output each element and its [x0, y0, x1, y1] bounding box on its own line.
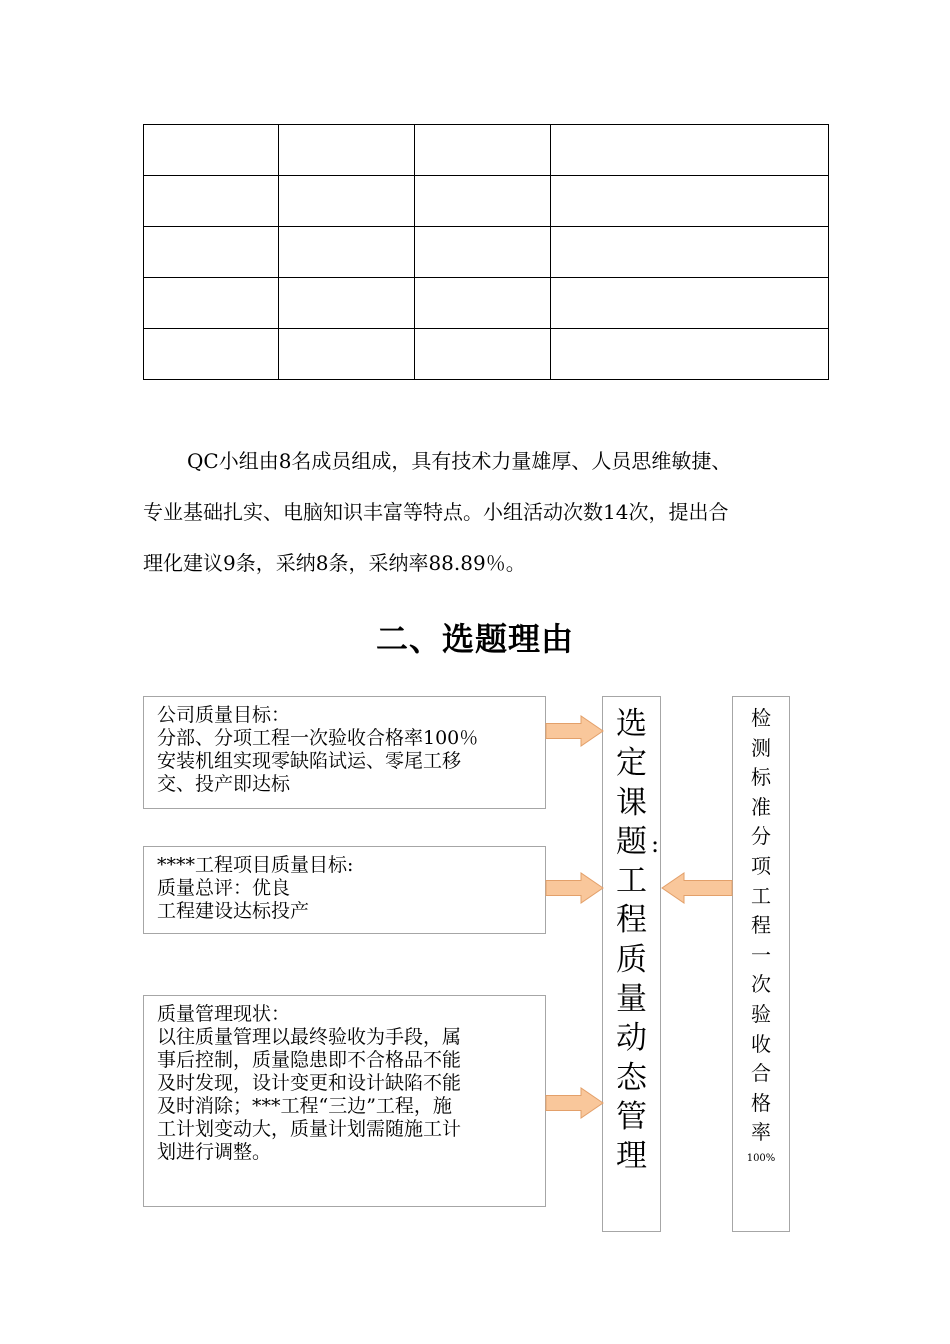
standard-char: 标 — [751, 765, 771, 790]
company-quality-goal-box: 公司质量目标： 分部、分项工程一次验收合格率100％ 安装机组实现零缺陷试运、零尾工移 交、投产即达标 — [143, 696, 546, 809]
topic-char: 动 — [616, 1020, 647, 1057]
standard-char: 收 — [751, 1031, 771, 1056]
topic-char: 工 — [616, 863, 647, 900]
standard-char: 程 — [751, 913, 771, 938]
standard-char: 一 — [751, 942, 771, 967]
standard-char: 测 — [751, 735, 771, 760]
topic-char: 理 — [616, 1138, 647, 1175]
standard-char: 合 — [751, 1061, 771, 1086]
flow-arrow — [546, 1088, 603, 1118]
flow-arrow — [662, 873, 732, 903]
standard-char: 项 — [751, 853, 771, 878]
standard-char: 准 — [751, 794, 771, 819]
paragraph-text: QC小组由8名成员组成，具有技术力量雄厚、人员思维敏捷、 专业基础扎实、电脑知识丰富等特点。小组活动次数14次，提出合 理化建议9条，采纳8条，采纳率88.89％。 — [143, 449, 732, 575]
topic-colon: : — [651, 830, 660, 858]
topic-char: 课 — [616, 784, 647, 821]
topic-char: 选 — [616, 706, 647, 742]
topic-char: 质 — [616, 941, 647, 978]
standard-char: 分 — [751, 824, 771, 849]
project-quality-goal-box: ****工程项目质量目标: 质量总评：优良 工程建设达标投产 — [143, 846, 546, 934]
standard-char: 格 — [751, 1090, 771, 1115]
topic-char: 题 — [616, 823, 647, 860]
pass-rate-value: 100% — [746, 1152, 776, 1164]
topic-char: 管 — [616, 1098, 647, 1135]
standard-char: 次 — [751, 972, 771, 997]
topic-char: 定 — [616, 745, 647, 782]
topic-char: 态 — [616, 1059, 647, 1096]
flow-arrow — [546, 716, 603, 746]
standard-char: 验 — [751, 1001, 771, 1026]
standard-char: 检 — [751, 706, 771, 730]
quality-management-status-box: 质量管理现状： 以往质量管理以最终验收为手段，属 事后控制，质量隐患即不合格品不能 及时发现，设计变更和设计缺陷不能 及时消除；***工程“三边”工程，施 工计划变动大，质量计划需随施工计 划进行调整。 — [143, 995, 546, 1207]
flow-arrow — [546, 873, 603, 903]
topic-char: 量 — [616, 981, 647, 1018]
standard-char: 工 — [751, 883, 771, 908]
section-heading: 二、选题理由 — [375, 620, 574, 658]
standard-char: 率 — [751, 1120, 771, 1145]
topic-char: 程 — [616, 902, 647, 939]
